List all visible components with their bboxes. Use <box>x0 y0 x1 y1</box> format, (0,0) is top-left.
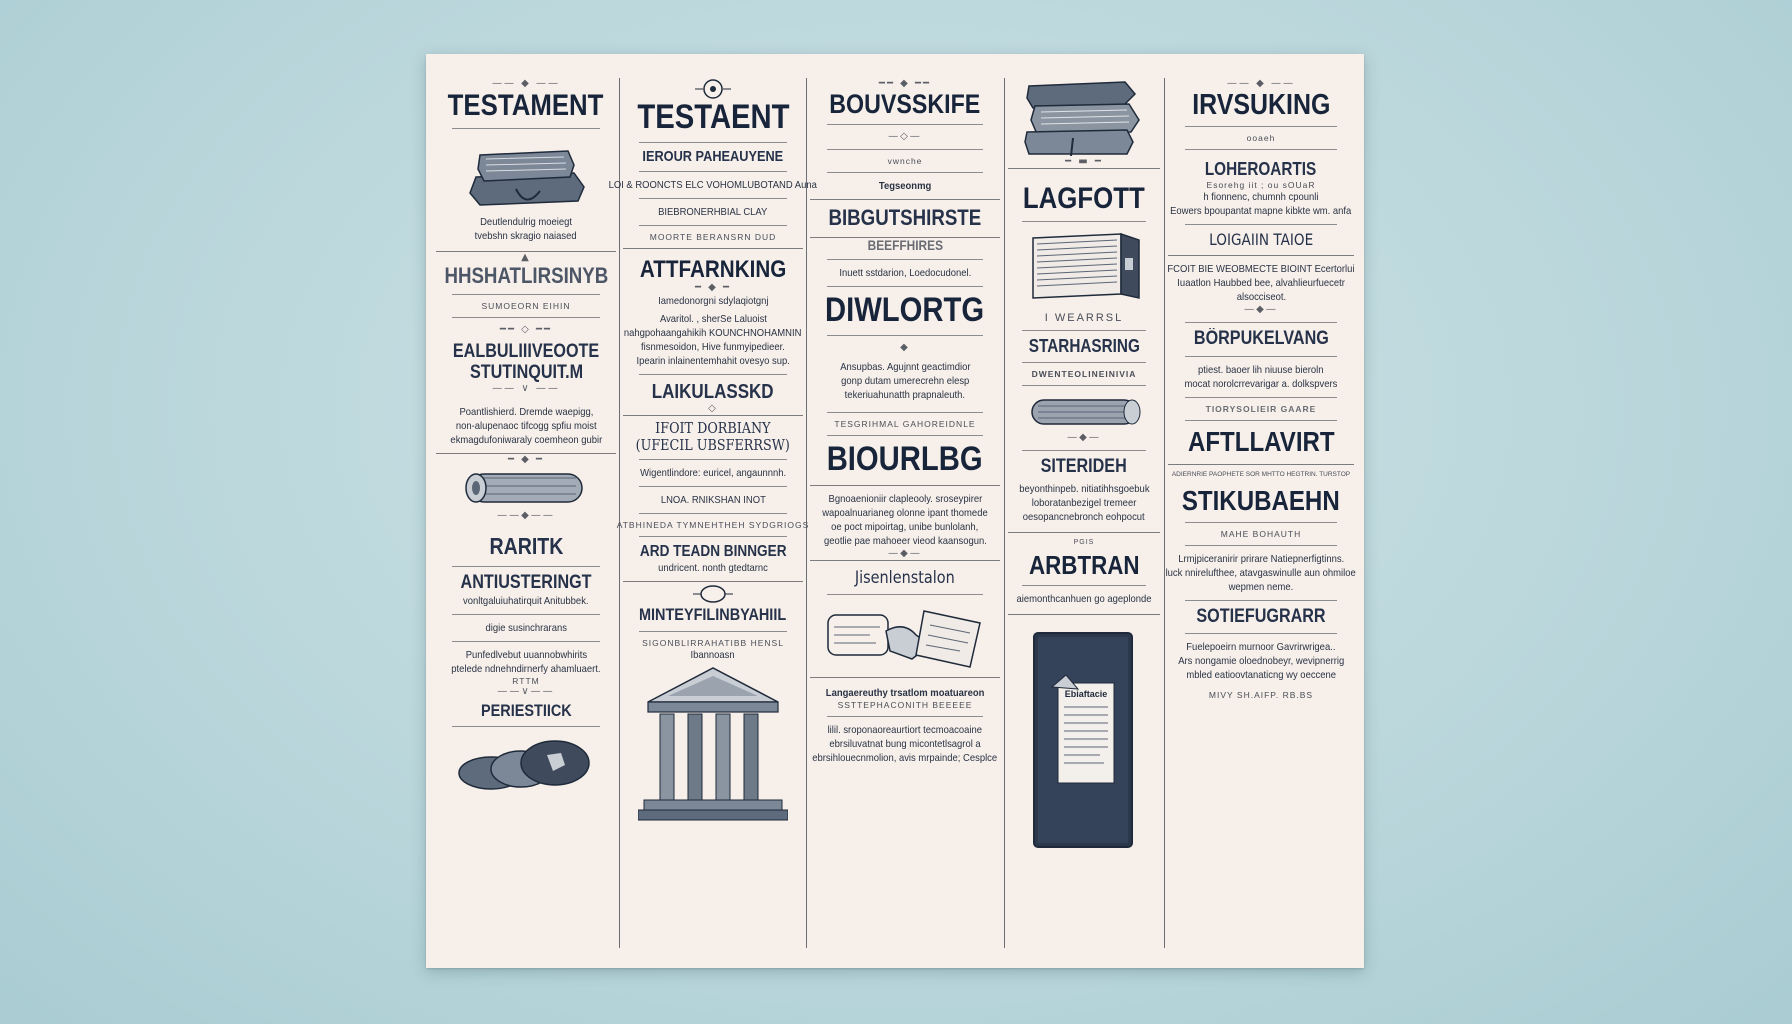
divider-rule <box>1022 330 1147 331</box>
heading: STARHASRING <box>1028 335 1140 356</box>
law-book-icon <box>1025 228 1143 302</box>
heading: Jisenlenstalon <box>855 568 955 589</box>
column-divider <box>806 78 807 948</box>
scroll-icon <box>1024 392 1144 432</box>
contract-signing-icon <box>820 601 990 671</box>
subheading: SIGONBLIRRAHATIBB HENSL <box>642 637 784 648</box>
column-3 <box>810 78 1000 948</box>
divider-rule <box>1185 322 1338 323</box>
ornament: —◆— <box>1244 303 1278 315</box>
divider-rule <box>1185 149 1338 150</box>
heading: BIBGUTSHIRSTE <box>828 205 982 231</box>
text-line: lilil. sroponaoreaurtiort tecmoacoaine <box>827 723 983 736</box>
divider-rule <box>827 259 983 260</box>
divider-rule <box>827 412 983 413</box>
tag-line: ADIERNRIE PAOPHETE SOR MHTTO HEGTRIN. TURSTOP <box>1171 471 1351 479</box>
tag-line: I WEARRSL <box>1044 311 1124 324</box>
tag-line: MOORTE BERANSRN DUD <box>649 232 777 243</box>
text-line: Tegseonmg <box>878 180 932 193</box>
text-line: geotlie pae mahoeer vieod kaansogun. <box>823 535 987 548</box>
ornament: —◆— <box>888 548 922 560</box>
divider-rule <box>827 149 983 150</box>
ornament: ◆ <box>900 341 910 353</box>
text-line: digie susinchrarans <box>485 621 567 634</box>
book-stack-icon <box>456 135 596 207</box>
text-line: gonp dutam umerecrehn elesp <box>840 374 970 387</box>
divider-rule <box>1185 545 1338 546</box>
text-line: Ars nongamie oloednobeyr, wevipnerrig <box>1177 655 1344 668</box>
divider-rule <box>1185 356 1338 357</box>
section-rule <box>1168 255 1354 256</box>
tag-line: ATBHINEDA TYMNEHTHEH SYDGRIOGS <box>616 520 810 531</box>
text-line: ebrsihlouecnmolion, avis mrpainde; Cesplce <box>812 751 998 764</box>
text-line: Iamedonorgni sdylaqiotgnj <box>657 295 769 308</box>
divider-rule <box>1022 585 1147 586</box>
text-line: Langaereuthy trsatlom moatuareon <box>825 686 985 699</box>
tag-line: TIORYSOLIEIR GAARE <box>1205 403 1317 414</box>
divider-rule <box>827 286 983 287</box>
section-rule <box>810 199 1000 200</box>
text-line: tvebshn skragio naiased <box>475 229 577 242</box>
courthouse-icon <box>638 662 788 822</box>
text-line: Deutlendulrig moeiegt <box>480 215 572 228</box>
divider-rule <box>452 614 600 615</box>
text-line: ebrsiluvatnat bung micontetlsagrol a <box>829 737 981 750</box>
divider-rule <box>1185 420 1338 421</box>
heading: LAIKULASSKD <box>652 381 774 404</box>
text-line: Poantlishierd. Dremde waepigg, <box>459 406 593 419</box>
tag-line: PGIS <box>1073 539 1095 547</box>
text-line: alsocciseot. <box>1236 290 1286 303</box>
text-line: vonltgaluiuhatirquit Anitubbek. <box>463 594 589 607</box>
divider-rule <box>452 128 600 129</box>
books-icon <box>1019 78 1149 156</box>
divider-rule <box>639 171 787 172</box>
heading: SOTIEFUGRARR <box>1196 605 1326 627</box>
ornament: ━━ ◇ ━━ <box>499 323 553 335</box>
ornament: ◇ <box>708 403 718 415</box>
document-folder <box>1030 629 1138 851</box>
ornament: ━━ ◆ ━━ <box>878 78 932 89</box>
divider-rule <box>639 374 787 375</box>
text-line: LOI & ROONCTS ELC VOHOMLUBOTAND Auna <box>608 179 818 192</box>
text-line: ptiest. baoer lih niuuse bieroln <box>1198 363 1324 376</box>
divider-rule <box>639 225 787 226</box>
ornament: ▲ <box>521 251 531 263</box>
divider-rule <box>1022 221 1147 222</box>
divider-rule <box>1022 362 1147 363</box>
text-line: Eowers bpoupantat mapne kibkte wm. anfa <box>1170 205 1352 218</box>
divider-rule <box>1185 224 1338 225</box>
section-rule <box>1008 168 1160 169</box>
heading: ARBTRAN <box>1028 550 1140 581</box>
text-line: Ibannoasn <box>690 648 736 661</box>
column-2 <box>608 78 818 948</box>
heading: BIOURLBG <box>827 439 983 478</box>
heading: LAGFOTT <box>1023 182 1145 215</box>
text-line: nahgpohaangahikih KOUNCHNOHAMNIN <box>624 327 802 340</box>
text-line: Ipearin inlainentemhahit ovesyo sup. <box>636 355 790 368</box>
heading: PERIESTIICK <box>480 700 572 720</box>
text-line: aiemonthcanhuen go ageplonde <box>1016 593 1152 606</box>
subheading: SUMOEORN EIHIN <box>481 300 571 311</box>
heading: ARD TEADN BINNGER <box>639 543 787 561</box>
divider-rule <box>1185 522 1338 523</box>
ornament: ——∨—— <box>497 685 555 697</box>
text-line: vwnche <box>887 156 923 167</box>
ornament: —— ◆ —— <box>1226 78 1296 89</box>
heading: IFOIT DORBIANY <box>655 419 771 438</box>
seal-coins-icon <box>451 733 601 797</box>
section-rule <box>810 677 1000 678</box>
ornament: —◆— <box>1067 432 1101 444</box>
text-line: Fuelepoeirn murnoor Gavrirwrigea.. <box>1186 641 1336 654</box>
text-line: oesopancnebronch eohpocut <box>1023 511 1145 524</box>
divider-rule <box>1185 126 1338 127</box>
heading: HHSHATLIRSINYB <box>444 262 608 288</box>
divider-rule <box>639 513 787 514</box>
ornament: ━ ▬ ━ <box>1065 156 1103 167</box>
section-rule <box>1008 532 1160 533</box>
divider-rule <box>1185 600 1338 601</box>
heading: LOHEROARTIS <box>1205 159 1317 180</box>
heading-testament: TESTAMENT <box>448 89 604 122</box>
emblem-icon <box>693 582 733 606</box>
text-line: Esorehg iit ; ou sOUaR <box>1206 180 1316 191</box>
ornament: ━ ◆ ━ <box>694 282 732 294</box>
text-line: h fionnenc, chumnh cpounli <box>1203 191 1319 204</box>
column-divider <box>1004 78 1005 948</box>
text-line: Lrmjpiceranirir prirare Natiepnerfigtinns. <box>1178 552 1344 565</box>
heading: STUTINQUIT.M <box>469 361 583 383</box>
section-rule <box>1168 464 1354 465</box>
text-line: fisnmesoidon, Hive funmyipedieer. <box>641 341 785 354</box>
divider-rule <box>827 172 983 173</box>
divider-rule <box>452 317 600 318</box>
text-line: FCOIT BIE WEOBMECTE BIOINT Ecertorlui <box>1167 262 1355 275</box>
column-divider <box>619 78 620 948</box>
section-rule <box>810 485 1000 486</box>
text-line: beyonthinpeb. nitiatihhsgoebuk <box>1018 483 1150 496</box>
heading: AFTLLAVIRT <box>1187 425 1335 457</box>
ornament: ━ ◆ ━ <box>507 454 545 466</box>
divider-rule <box>452 641 600 642</box>
tag-line: SSTTEPHACONITH BEEEEE <box>837 699 973 710</box>
divider-rule <box>639 536 787 537</box>
label: RTTM <box>512 675 540 686</box>
heading: RARITK <box>489 533 563 560</box>
heading-testaent: TESTAENT <box>636 98 790 136</box>
divider-rule <box>827 335 983 336</box>
document-label: Ebiaftacie <box>1064 689 1108 700</box>
divider-rule <box>639 459 787 460</box>
text-line: BIEBRONERHBIAL CLAY <box>658 206 768 219</box>
text-line: ekmagdufoniwaraly coemheon gubir <box>450 434 602 447</box>
tag-line: TESGRIHMAL GAHOREIDNLE <box>834 418 976 429</box>
text-line: tekeriuahunatth prapnaleuth. <box>844 388 966 401</box>
text-line: MIVY SH.AIFP. RB.BS <box>1208 690 1314 701</box>
folder-icon <box>1030 629 1138 851</box>
column-4 <box>1008 78 1160 948</box>
text-line: Ansupbas. Agujnnt geactimdior <box>839 360 971 373</box>
heading: SITERIDEH <box>1040 456 1128 478</box>
text-line: luck nnirelufthee, atavgaswinulle aun ohmiloe <box>1165 566 1357 579</box>
section-rule <box>623 415 803 416</box>
divider-rule <box>827 435 983 436</box>
ornament: —— ◆ —— <box>491 78 561 89</box>
heading: BOUVSSKIFE <box>829 89 981 119</box>
divider-rule <box>1185 397 1338 398</box>
heading: BÖRPUKELVANG <box>1193 327 1329 349</box>
text-line: oe poct mipoirtag, unibe bunlolanh, <box>831 521 979 534</box>
emblem-icon <box>693 78 733 100</box>
divider-rule <box>639 142 787 143</box>
text-line: mbled eatioovtanaticng wy oeccene <box>1186 669 1336 682</box>
subheading: DWENTEOLINEINIVIA <box>1031 369 1137 380</box>
divider-rule <box>1022 450 1147 451</box>
heading: ANTIUSTERINGT <box>460 571 592 593</box>
subheading: BEEFFHIRES <box>867 236 943 253</box>
text-line: Wigentlindore: euricel, angaunnnh. <box>639 467 787 480</box>
heading: ATTFARNKING <box>639 256 787 284</box>
text-line: Iuaatlon Haubbed bee, alvahlieurfuecetr <box>1177 276 1345 289</box>
column-divider <box>1164 78 1165 948</box>
column-1 <box>436 78 616 948</box>
scroll-icon <box>456 466 596 510</box>
text-line: Bgnoaenioniir clapleooly. sroseypirer <box>828 493 982 506</box>
section-rule <box>810 560 1000 561</box>
section-rule <box>623 248 803 249</box>
subheading: ooaeh <box>1246 133 1276 144</box>
divider-rule <box>827 124 983 125</box>
text-line: non-alupenaoc tifcogg spfiu moist <box>455 420 597 433</box>
heading: (UFECIL UBSFERRSW) <box>635 435 791 454</box>
text-line: mocat norolcrrevarigar a. dolkspvers <box>1184 377 1338 390</box>
poster-sheet <box>426 54 1364 968</box>
heading: EALBULIIIVEOOTE <box>452 340 600 362</box>
heading: LOIGAIIN TAIOE <box>1208 230 1314 250</box>
kicker: IEROUR PAHEAUYENE <box>642 147 784 165</box>
text-line: loboratanbezigel tremeer <box>1031 497 1137 510</box>
heading: DIWLORTG <box>825 290 985 329</box>
text-line: LNOA. RNIKSHAN INOT <box>660 494 766 507</box>
ornament: ——◆—— <box>497 510 555 522</box>
text-line: ptelede ndnehndirnerfy ahamluaert. <box>451 662 601 675</box>
heading: MINTEYFILINBYAHIIL <box>639 604 787 624</box>
heading: IRVSUKING <box>1191 89 1331 121</box>
text-line: undricent. nonth gtedtarnc <box>658 561 768 574</box>
divider-rule <box>827 594 983 595</box>
divider-rule <box>639 198 787 199</box>
ornament: —— ∨ —— <box>492 383 560 395</box>
divider-rule <box>452 566 600 567</box>
ornament: —◇— <box>888 131 922 143</box>
text-line: wepmen neme. <box>1228 580 1294 593</box>
divider-rule <box>639 486 787 487</box>
divider-rule <box>639 631 787 632</box>
heading: STIKUBAEHN <box>1182 485 1340 517</box>
divider-rule <box>452 726 600 727</box>
divider-rule <box>1185 633 1338 634</box>
text-line: wapoalnuarianeg olonne ipant thomede <box>822 507 988 520</box>
section-rule <box>1008 614 1160 615</box>
divider-rule <box>827 716 983 717</box>
text-line: Inuett sstdarion, Loedocudonel. <box>839 266 971 279</box>
text-line: MAHE BOHAUTH <box>1220 528 1302 539</box>
text-line: Avaritol. , sherSe Laluoist <box>659 313 767 326</box>
column-5 <box>1165 78 1357 948</box>
text-line: Punfedlvebut uuannobwhirits <box>465 648 587 661</box>
divider-rule <box>1022 385 1147 386</box>
divider-rule <box>452 294 600 295</box>
